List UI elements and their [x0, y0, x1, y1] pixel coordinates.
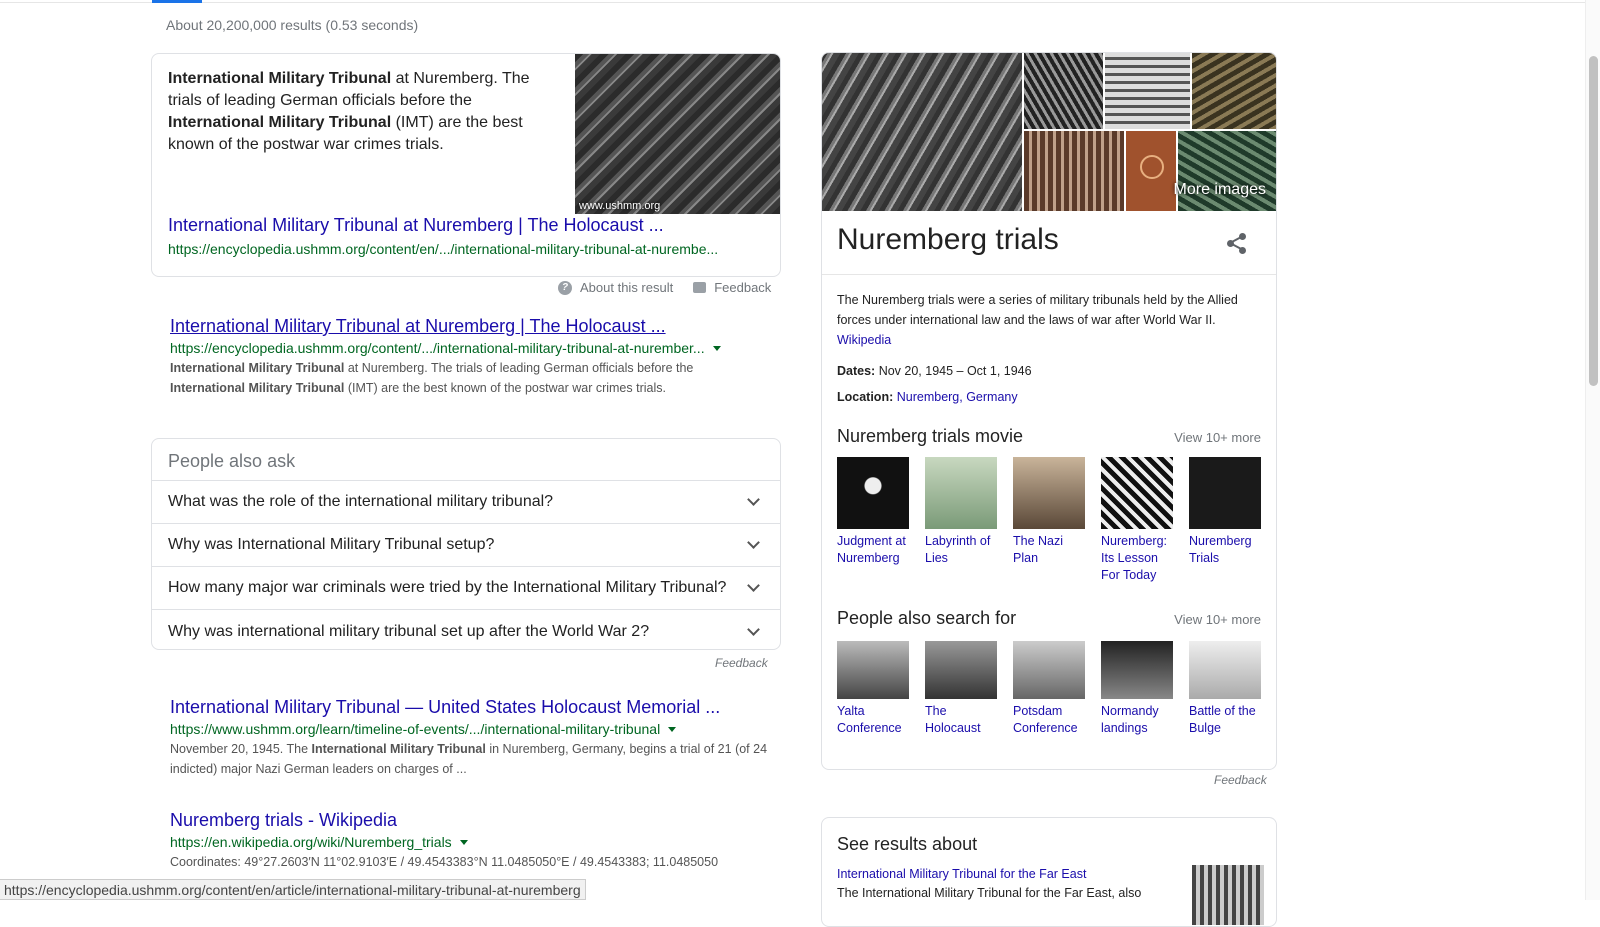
- movie-poster: [1189, 457, 1261, 529]
- about-this-result-button[interactable]: [558, 280, 673, 295]
- view-more-link[interactable]: View 10+ more: [1174, 430, 1261, 445]
- pasf-card[interactable]: [837, 639, 909, 737]
- movie-poster: [1101, 457, 1173, 529]
- paa-feedback-link[interactable]: Feedback: [715, 656, 768, 670]
- bold-text: International Military Tribunal: [168, 70, 392, 87]
- pasf-card[interactable]: [1013, 639, 1085, 737]
- scrollbar[interactable]: [1585, 0, 1600, 900]
- bold-text: International Military Tribunal: [170, 361, 345, 375]
- result-url: [170, 721, 770, 737]
- sra-image[interactable]: [1192, 865, 1264, 925]
- kp-image[interactable]: [1024, 131, 1124, 211]
- movies-carousel: [822, 457, 1276, 584]
- paa-question[interactable]: [152, 567, 780, 610]
- result-url: [170, 340, 770, 356]
- snippet-image-caption: www.ushmm.org: [579, 200, 661, 212]
- paa-question-text: Why was International Military Tribunal setup?: [168, 536, 495, 553]
- paa-question[interactable]: [152, 610, 780, 653]
- pasf-card[interactable]: [1189, 639, 1261, 737]
- result-description: [170, 852, 770, 872]
- kp-source-link[interactable]: Wikipedia: [837, 333, 892, 347]
- result-description: [170, 358, 770, 398]
- question-icon: ?: [558, 281, 572, 295]
- snippet-url: https://encyclopedia.ushmm.org/content/en/.../international-military-tribunal-at-nurembe...: [168, 241, 719, 257]
- kp-image[interactable]: [822, 53, 1022, 211]
- chevron-down-icon: [747, 579, 760, 592]
- pasf-title: Potsdam Conference: [1013, 704, 1078, 735]
- chevron-down-icon: [747, 623, 760, 636]
- kp-pasf-header: [822, 608, 1276, 629]
- featured-snippet: [151, 53, 781, 277]
- result-url-text: https://encyclopedia.ushmm.org/content/.../international-military-tribunal-at-nurember...: [170, 340, 705, 356]
- location-link[interactable]: Nuremberg, Germany: [896, 390, 1018, 404]
- movie-title: Judgment at Nuremberg: [837, 534, 906, 565]
- result-url-text: https://www.ushmm.org/learn/timeline-of-events/.../international-military-tribunal: [170, 721, 661, 737]
- pasf-title: The Holocaust: [925, 704, 981, 735]
- paa-question-text: Why was international military tribunal set up after the World War 2?: [168, 622, 650, 640]
- feedback-icon: [693, 282, 706, 293]
- fact-value: Nov 20, 1945 – Oct 1, 1946: [878, 364, 1032, 378]
- result-stats: About 20,200,000 results (0.53 seconds): [166, 17, 419, 33]
- paa-question[interactable]: [152, 524, 780, 567]
- sra-link[interactable]: International Military Tribunal for the Far East: [837, 867, 1087, 881]
- paa-question-text: What was the role of the international military tribunal?: [168, 493, 554, 510]
- section-heading: Nuremberg trials movie: [837, 426, 1024, 446]
- pasf-card[interactable]: [1101, 639, 1173, 737]
- knowledge-panel: [821, 52, 1277, 770]
- kp-image[interactable]: [1178, 131, 1277, 211]
- pasf-image: [1013, 641, 1085, 699]
- bold-text: International Military Tribunal: [168, 114, 392, 131]
- kp-image[interactable]: [1105, 53, 1190, 129]
- kp-description: [822, 275, 1276, 350]
- movie-card[interactable]: [1101, 457, 1173, 584]
- movie-title: Nuremberg Trials: [1189, 534, 1252, 565]
- pasf-title: Normandy landings: [1101, 704, 1159, 735]
- pasf-image: [1189, 641, 1261, 699]
- text: (IMT) are the best known of the postwar war crimes trials.: [168, 114, 523, 153]
- result-url: [170, 834, 770, 850]
- kp-movies-header: [822, 426, 1276, 447]
- text: Coordinates: 49°27.2603′N 11°02.9103′E / 49.4543383°N 11.0485050°E / 49.4543383; 11.0485050: [170, 855, 719, 869]
- result-title-link[interactable]: International Military Tribunal at Nuremberg | The Holocaust ...: [170, 316, 666, 336]
- snippet-title-link[interactable]: International Military Tribunal at Nuremberg | The Holocaust ...: [168, 215, 664, 235]
- text: at Nuremberg. The trials of leading German officials before the: [168, 70, 530, 109]
- section-heading: People also search for: [837, 608, 1017, 628]
- share-icon[interactable]: [1227, 233, 1247, 253]
- snippet-footer: [558, 280, 771, 295]
- search-result: [170, 810, 770, 872]
- chevron-down-icon: [747, 493, 760, 506]
- kp-fact-dates: [822, 364, 1276, 378]
- pasf-image: [837, 641, 909, 699]
- movie-card[interactable]: [837, 457, 909, 584]
- result-title-link[interactable]: Nuremberg trials - Wikipedia: [170, 810, 398, 830]
- kp-title: Nuremberg trials: [837, 223, 1059, 256]
- kp-image[interactable]: [1192, 53, 1277, 129]
- movie-title: Nuremberg: Its Lesson For Today: [1101, 534, 1167, 582]
- text: November 20, 1945. The: [170, 742, 312, 756]
- kp-fact-location: [822, 390, 1276, 404]
- dropdown-arrow-icon[interactable]: [713, 346, 721, 351]
- result-description: [170, 739, 770, 779]
- result-url-text: https://en.wikipedia.org/wiki/Nuremberg_trials: [170, 834, 452, 850]
- paa-question[interactable]: [152, 481, 780, 524]
- snippet-feedback-button[interactable]: [693, 280, 771, 295]
- paa-question-text: How many major war criminals were tried by the International Military Tribunal?: [168, 579, 727, 596]
- kp-description-text: The Nuremberg trials were a series of military tribunals held by the Allied forces under international law and the laws of war after World War II.: [837, 293, 1238, 327]
- movie-card[interactable]: [1013, 457, 1085, 584]
- see-results-about: [821, 817, 1277, 927]
- snippet-text: [168, 68, 544, 156]
- text: at Nuremberg. The trials of leading German officials before the: [344, 361, 694, 375]
- movie-title: Labyrinth of Lies: [925, 534, 991, 565]
- bold-text: International Military Tribunal: [311, 742, 486, 756]
- more-images-button[interactable]: More images: [1173, 181, 1266, 198]
- movie-poster: [837, 457, 909, 529]
- movie-poster: [1013, 457, 1085, 529]
- pasf-image: [1101, 641, 1173, 699]
- text: (IMT) are the best known of the postwar war crimes trials.: [344, 381, 666, 395]
- feedback-label: Feedback: [714, 280, 772, 295]
- movie-poster: [925, 457, 997, 529]
- kp-image[interactable]: [1126, 131, 1176, 211]
- status-bar-url: https://encyclopedia.ushmm.org/content/en/article/international-military-tribunal-at-nuremberg: [0, 879, 586, 900]
- text: in Nuremberg, Germany, begins a trial of 21 (of 24 indicted) major Nazi German leaders on charges of ...: [170, 742, 768, 776]
- movie-title: The Nazi Plan: [1013, 534, 1064, 565]
- bold-text: International Military Tribunal: [170, 381, 345, 395]
- pasf-image: [925, 641, 997, 699]
- scrollbar-thumb[interactable]: [1589, 56, 1598, 386]
- top-nav-border: [0, 0, 1585, 3]
- fact-label: Location:: [837, 390, 894, 404]
- kp-titlebar: [822, 211, 1276, 275]
- fact-label: Dates:: [837, 364, 876, 378]
- movie-card[interactable]: [1189, 457, 1261, 584]
- paa-heading: People also ask: [152, 439, 780, 481]
- view-more-link[interactable]: View 10+ more: [1174, 612, 1261, 627]
- dropdown-arrow-icon[interactable]: [460, 840, 468, 845]
- active-tab-indicator: [152, 0, 202, 3]
- pasf-title: Battle of the Bulge: [1189, 704, 1256, 735]
- sra-heading: See results about: [837, 834, 978, 854]
- people-also-ask: [151, 438, 781, 650]
- chevron-down-icon: [747, 536, 760, 549]
- pasf-title: Yalta Conference: [837, 704, 902, 735]
- dropdown-arrow-icon[interactable]: [668, 727, 676, 732]
- kp-image-grid[interactable]: [822, 53, 1276, 211]
- kp-feedback-link[interactable]: Feedback: [1214, 773, 1267, 787]
- about-label: About this result: [580, 280, 674, 295]
- sra-text: The International Military Tribunal for the Far East, also: [837, 886, 1142, 900]
- search-result: [170, 697, 770, 779]
- movie-card[interactable]: [925, 457, 997, 584]
- kp-image[interactable]: [1024, 53, 1103, 129]
- pasf-card[interactable]: [925, 639, 997, 737]
- snippet-image[interactable]: [575, 54, 780, 214]
- result-title-link[interactable]: International Military Tribunal — United States Holocaust Memorial ...: [170, 697, 721, 717]
- pasf-carousel: [822, 639, 1276, 737]
- search-result: [170, 316, 770, 398]
